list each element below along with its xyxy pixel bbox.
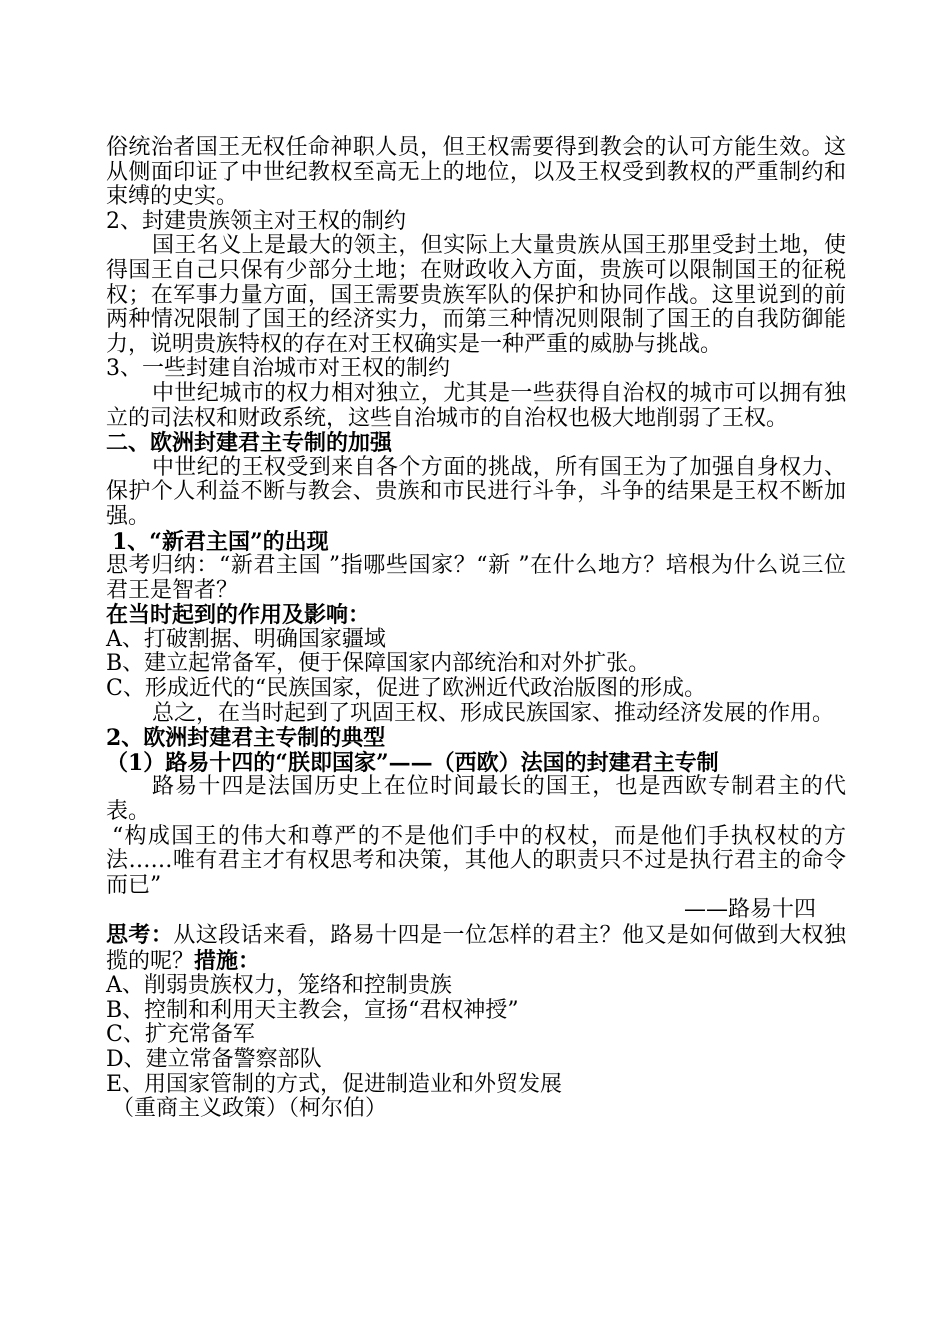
heading-nobility-restriction: 2、封建贵族领主对王权的制约 — [106, 208, 406, 234]
document-page — [106, 136, 846, 1122]
paragraph-think-louis — [106, 923, 846, 974]
paragraph-nobility: 国王名义上是最大的领主，但实际上大量贵族从国王那里受封土地，使得国王自己只保有少部分土地；在财政收入方面，贵族可以限制国王的征税权；在军事力量方面，国王需要贵族军队的保护和协同作战。这里说到的前两种情况限制了国王的经济实力，而第三种情况则限制了国王的自我防御能力，说明贵族特权的存在对王权确实是一种严重的威胁与挑战。 — [106, 233, 846, 357]
heading-louis-xiv: （1）路易十四的“朕即国家”——（西欧）法国的封建君主专制 — [106, 749, 719, 776]
paragraph-strengthening: 中世纪的王权受到来自各个方面的挑战，所有国王为了加强自身权力、保护个人利益不断与教会、贵族和市民进行斗争，斗争的结果是王权不断加强。 — [106, 454, 846, 529]
list-item-effect-b: B、建立起常备军，便于保障国家内部统治和对外扩张。 — [106, 651, 651, 677]
list-item-measure-b: B、控制和利用天主教会，宣扬“君权神授” — [106, 997, 519, 1023]
list-item-measure-d: D、建立常备警察部队 — [106, 1046, 322, 1072]
list-item-measure-a: A、削弱贵族权力，笼络和控制贵族 — [106, 973, 452, 999]
heading-city-restriction: 3、一些封建自治城市对王权的制约 — [106, 356, 450, 382]
paragraph-think-summarize: 思考归纳：“新君主国 ”指哪些国家？“新 ”在什么地方？培根为什么说三位君王是智者？ — [106, 553, 846, 603]
paragraph-louis-intro: 路易十四是法国历史上在位时间最长的国王，也是西欧专制君主的代表。 — [106, 774, 846, 825]
list-item-effect-c: C、形成近代的“民族国家，促进了欧洲近代政治版图的形成。 — [106, 676, 707, 702]
paragraph-conclusion: 总之，在当时起到了巩固王权、形成民族国家、推动经济发展的作用。 — [152, 700, 835, 726]
heading-new-monarchy: 1、“新君主国”的出现 — [112, 528, 329, 555]
paragraph-cities: 中世纪城市的权力相对独立，尤其是一些获得自治权的城市可以拥有独立的司法权和财政系统，这些自治城市的自治权也极大地削弱了王权。 — [106, 380, 846, 431]
quote-louis: “构成国王的伟大和尊严的不是他们手中的权杖，而是他们手执权杖的方法……唯有君主才有权思考和决策，其他人的职责只不过是执行君主的命令而已” — [106, 823, 846, 898]
list-item-effect-a: A、打破割据、明确国家疆域 — [106, 626, 386, 652]
think-question: 从这段话来看，路易十四是一位怎样的君主？他又是如何做到大权独揽的呢？ — [106, 923, 846, 974]
think-label: 思考： — [106, 922, 174, 948]
quote-attribution: ——路易十四 — [683, 897, 816, 923]
list-item-measure-c: C、扩充常备军 — [106, 1022, 255, 1048]
heading-effects: 在当时起到的作用及影响： — [106, 602, 371, 629]
section-heading-strengthening: 二、欧洲封建君主专制的加强 — [106, 430, 393, 457]
heading-typical: 2、欧洲封建君主专制的典型 — [106, 725, 386, 752]
list-item-measure-e: E、用国家管制的方式，促进制造业和外贸发展 — [106, 1071, 563, 1097]
measures-label: 措施： — [194, 947, 261, 974]
paragraph-mercantilism: （重商主义政策）（柯尔伯） — [112, 1096, 388, 1122]
paragraph-church-restriction: 俗统治者国王无权任命神职人员，但王权需要得到教会的认可方能生效。这从侧面印证了中世纪教权至高无上的地位，以及王权受到教权的严重制约和束缚的史实。 — [106, 135, 846, 210]
